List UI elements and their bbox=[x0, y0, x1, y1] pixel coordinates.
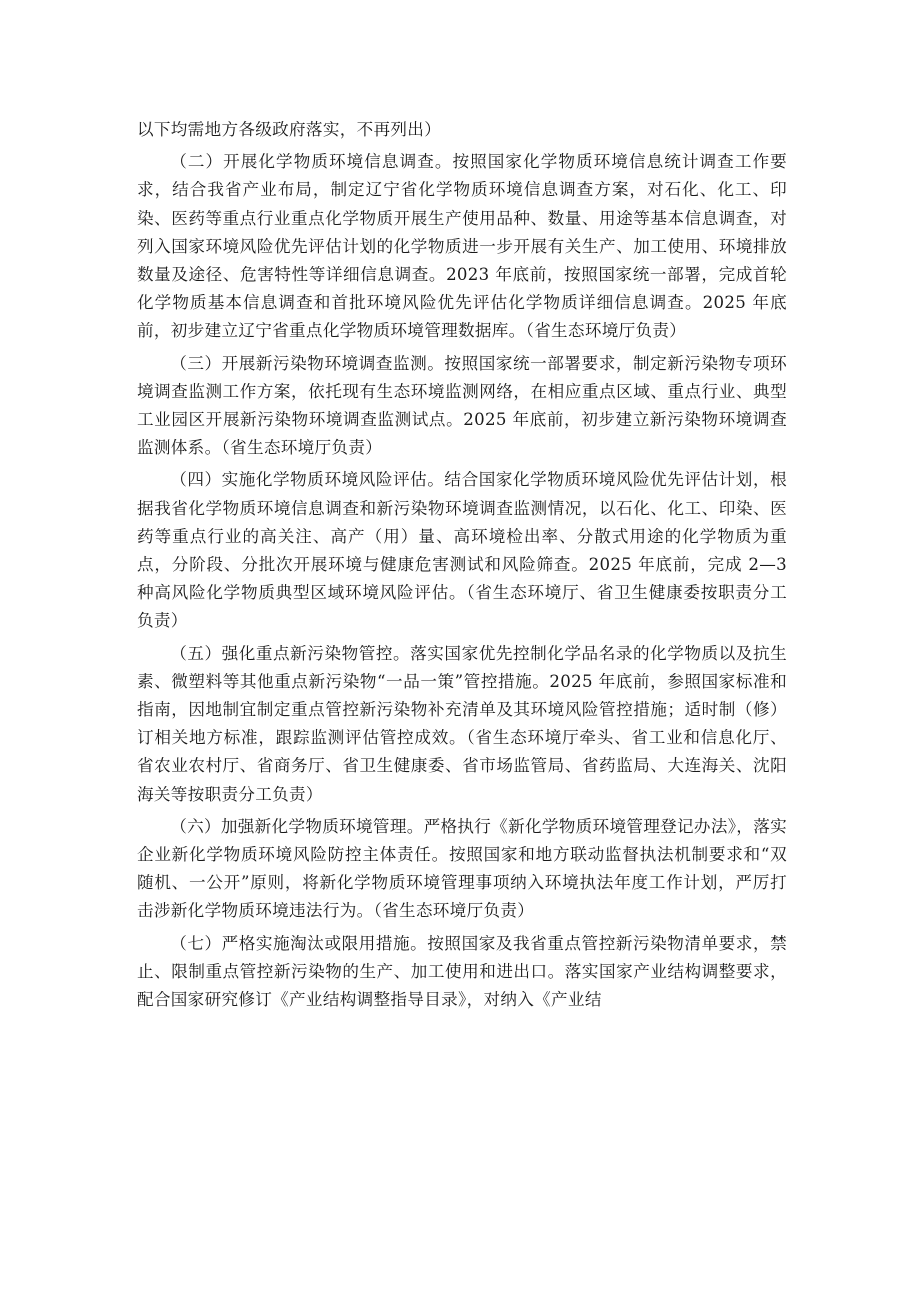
paragraph-item-6: （六）加强新化学物质环境管理。严格执行《新化学物质环境管理登记办法》，落实企业新化学物质环境风险防控主体责任。按照国家和地方联动监督执法机制要求和“双随机、一公开”原则，将新化学物质环境管理事项纳入环境执法年度工作计划，严厉打击涉新化学物质环境违法行为。（省生态环境厅负责） bbox=[137, 816, 787, 921]
paragraph-item-7: （七）严格实施淘汰或限用措施。按照国家及我省重点管控新污染物清单要求，禁止、限制重点管控新污染物的生产、加工使用和进出口。落实国家产业结构调整要求，配合国家研究修订《产业结构调整指导目录》，对纳入《产业结 bbox=[137, 933, 787, 1010]
document-page bbox=[137, 116, 787, 1018]
paragraph-continuation: 以下均需地方各级政府落实，不再列出） bbox=[137, 120, 442, 139]
paragraph-item-3: （三）开展新污染物环境调查监测。按照国家统一部署要求，制定新污染物专项环境调查监测工作方案，依托现有生态环境监测网络，在相应重点区域、重点行业、典型工业园区开展新污染物环境调查监测试点。2025 年底前，初步建立新污染物环境调查监测体系。（省生态环境厅负责） bbox=[137, 353, 787, 458]
paragraph-item-2: （二）开展化学物质环境信息调查。按照国家化学物质环境信息统计调查工作要求，结合我省产业布局，制定辽宁省化学物质环境信息调查方案，对石化、化工、印染、医药等重点行业重点化学物质开展生产使用品种、数量、用途等基本信息调查，对列入国家环境风险优先评估计划的化学物质进一步开展有关生产、加工使用、环境排放数量及途径、危害特性等详细信息调查。2023 年底前，按照国家统一部署，完成首轮化学物质基本信息调查和首批环境风险优先评估化学物质详细信息调查。2025 年底前，初步建立辽宁省重点化学物质环境管理数据库。（省生态环境厅负责） bbox=[137, 152, 787, 341]
paragraph-item-4: （四）实施化学物质环境风险评估。结合国家化学物质环境风险优先评估计划，根据我省化学物质环境信息调查和新污染物环境调查监测情况，以石化、化工、印染、医药等重点行业的高关注、高产（用）量、高环境检出率、分散式用途的化学物质为重点，分阶段、分批次开展环境与健康危害测试和风险筛查。2025 年底前，完成 2—3 种高风险化学物质典型区域环境风险评估。（省生态环境厅、省卫生健康委按职责分工负责） bbox=[137, 470, 787, 631]
paragraph-item-5: （五）强化重点新污染物管控。落实国家优先控制化学品名录的化学物质以及抗生素、微塑料等其他重点新污染物“一品一策”管控措施。2025 年底前，参照国家标准和指南，因地制宜制定重点管控新污染物补充清单及其环境风险管控措施；适时制（修）订相关地方标准，跟踪监测评估管控成效。（省生态环境厅牵头、省工业和信息化厅、省农业农村厅、省商务厅、省卫生健康委、省市场监管局、省药监局、大连海关、沈阳海关等按职责分工负责） bbox=[137, 643, 787, 804]
